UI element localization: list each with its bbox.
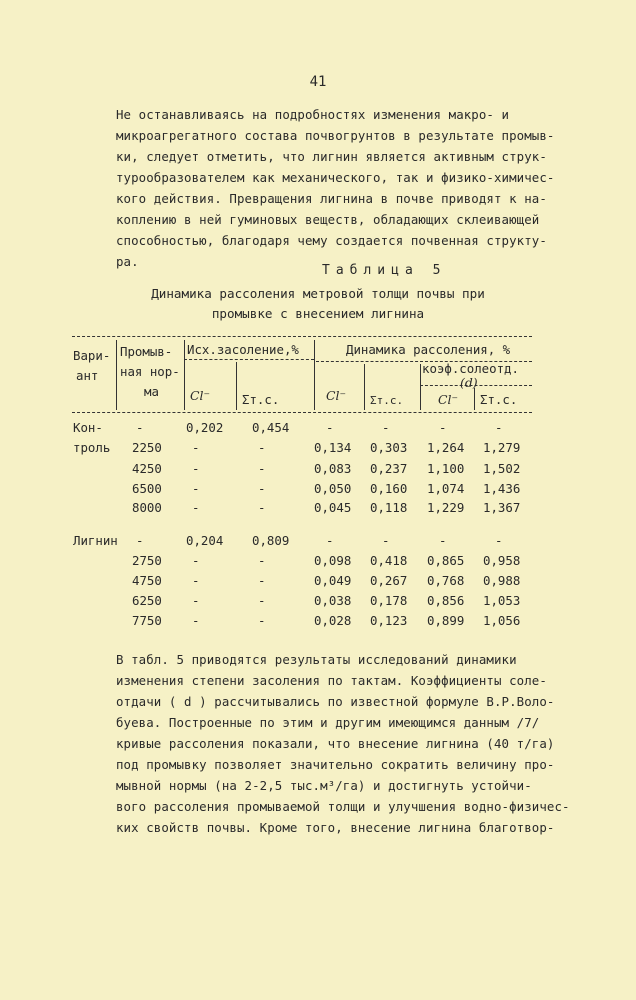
table-title-line: Динамика рассоления метровой толщи почвы при <box>151 286 485 301</box>
table-cell: 1,279 <box>483 440 521 455</box>
header-sum-ts: Σт.с. <box>370 394 404 407</box>
header-dynamics: Динамика рассоления, % <box>346 342 511 357</box>
table-cell: - <box>136 533 144 548</box>
table-cell: 0,303 <box>370 440 408 455</box>
table-cell: 0,098 <box>314 553 352 568</box>
table-cell: 0,988 <box>483 573 521 588</box>
table-cell: 0,768 <box>427 573 465 588</box>
table-cell: 0,049 <box>314 573 352 588</box>
text-line: ки, следует отметить, что лигнин является активным струк- <box>116 149 547 164</box>
table-cell: 0,045 <box>314 500 352 515</box>
table-cell: - <box>192 461 200 476</box>
paragraph-discussion <box>116 649 570 838</box>
header-variant: ант <box>76 368 99 383</box>
table-cell: 0,050 <box>314 481 352 496</box>
table-cell: - <box>192 481 200 496</box>
table-cell: 1,264 <box>427 440 465 455</box>
table-cell: - <box>258 613 266 628</box>
table-col-divider <box>474 388 475 410</box>
table-label: Таблица 5 <box>322 263 447 278</box>
header-sum-ts: Σт.с. <box>242 392 280 407</box>
table-cell: 0,267 <box>370 573 408 588</box>
table-cell: 4250 <box>132 461 162 476</box>
table-col-divider <box>184 340 185 410</box>
text-line: коплению в ней гуминовых веществ, обладающих склеивающей <box>116 212 540 227</box>
table-cell: 1,367 <box>483 500 521 515</box>
header-norm: ная нор- <box>120 364 180 379</box>
table-cell: 1,229 <box>427 500 465 515</box>
table-cell: 0,865 <box>427 553 465 568</box>
table-cell: - <box>495 420 503 435</box>
table-cell: 0,204 <box>186 533 224 548</box>
table-col-divider <box>314 340 315 410</box>
table-cell: 1,056 <box>483 613 521 628</box>
table-cell: 0,958 <box>483 553 521 568</box>
text-line: способностью, благодаря чему создается почвенная структу- <box>116 233 547 248</box>
text-line: отдачи ( d ) рассчитывались по известной формуле В.Р.Воло- <box>116 694 555 709</box>
table-cell: - <box>192 593 200 608</box>
variant-cell: Лигнин <box>73 533 118 548</box>
table-cell: 1,436 <box>483 481 521 496</box>
header-coef: коэф.солеотд. <box>422 361 519 376</box>
text-line: ких свойств почвы. Кроме того, внесение лигнина благотвор- <box>116 820 555 835</box>
table-cell: - <box>439 533 447 548</box>
header-initial-salinity: Исх.засоление,% <box>187 342 299 357</box>
table-cell: 0,038 <box>314 593 352 608</box>
table-cell: - <box>382 533 390 548</box>
text-line: ра. <box>116 254 139 269</box>
table-cell: 0,118 <box>370 500 408 515</box>
table-cell: 2750 <box>132 553 162 568</box>
text-line: под промывку позволяет значительно сократить величину про- <box>116 757 555 772</box>
table-cell: 1,053 <box>483 593 521 608</box>
table-cell: 0,134 <box>314 440 352 455</box>
table-cell: 8000 <box>132 500 162 515</box>
variant-cell: троль <box>73 440 111 455</box>
table-cell: - <box>258 553 266 568</box>
header-coef-symbol: (d) <box>460 375 478 390</box>
table-cell: 1,074 <box>427 481 465 496</box>
table-cell: 6250 <box>132 593 162 608</box>
page-number: 41 <box>309 74 327 90</box>
table-col-divider <box>116 340 117 410</box>
table-col-divider <box>420 364 421 410</box>
table-cell: 7750 <box>132 613 162 628</box>
table-cell: - <box>192 440 200 455</box>
table-cell: 0,418 <box>370 553 408 568</box>
table-col-divider <box>364 364 365 410</box>
table-cell: - <box>495 533 503 548</box>
table-cell: 1,502 <box>483 461 521 476</box>
table-cell: - <box>192 613 200 628</box>
table-cell: - <box>258 573 266 588</box>
header-norm: Промыв- <box>120 344 173 359</box>
table-title <box>0 284 636 324</box>
table-title-line: промывке с внесением лигнина <box>211 306 425 321</box>
table-cell: 0,202 <box>186 420 224 435</box>
table-cell: 4750 <box>132 573 162 588</box>
table-cell: 0,856 <box>427 593 465 608</box>
table-cell: 0,454 <box>252 420 290 435</box>
text-line: Не останавливаясь на подробностях изменения макро- и <box>116 107 510 122</box>
header-norm: ма <box>144 384 159 399</box>
text-line: В табл. 5 приводятся результаты исследований динамики <box>116 652 517 667</box>
table-cell: - <box>326 533 334 548</box>
table-cell: - <box>258 461 266 476</box>
header-cl: Cl⁻ <box>438 392 458 407</box>
paragraph-intro <box>116 104 554 272</box>
table-cell: - <box>192 553 200 568</box>
table-cell: - <box>439 420 447 435</box>
table-cell: - <box>258 481 266 496</box>
text-line: турообразователем как механического, так и физико-химичес- <box>116 170 555 185</box>
header-variant: Вари- <box>73 348 111 363</box>
table-subheader-rule <box>184 359 314 360</box>
table-cell: 0,178 <box>370 593 408 608</box>
text-line: кривые рассоления показали, что внесение лигнина (40 т/га) <box>116 736 555 751</box>
table-top-rule <box>72 336 532 337</box>
text-line: буева. Построенные по этим и другим имеющимся данным /7/ <box>116 715 540 730</box>
table-header-bottom-rule <box>72 412 532 413</box>
table-cell: 0,899 <box>427 613 465 628</box>
table-cell: 0,809 <box>252 533 290 548</box>
header-cl: Cl⁻ <box>326 388 346 403</box>
text-line: кого действия. Превращения лигнина в почве приводят к на- <box>116 191 547 206</box>
text-line: вого рассоления промываемой толщи и улучшения водно-физичес- <box>116 799 570 814</box>
table-cell: - <box>258 500 266 515</box>
text-line: изменения степени засоления по тактам. Коэффициенты соле- <box>116 673 547 688</box>
table-cell: - <box>192 500 200 515</box>
table-cell: 0,237 <box>370 461 408 476</box>
variant-cell: Кон- <box>73 420 103 435</box>
text-line: микроагрегатного состава почвогрунтов в результате промыв- <box>116 128 555 143</box>
table-cell: 1,100 <box>427 461 465 476</box>
table-cell: - <box>258 593 266 608</box>
table-cell: 6500 <box>132 481 162 496</box>
table-cell: - <box>382 420 390 435</box>
table-col-divider <box>236 362 237 410</box>
header-cl: Cl⁻ <box>190 388 210 403</box>
table-cell: 2250 <box>132 440 162 455</box>
table-cell: - <box>258 440 266 455</box>
table-cell: 0,123 <box>370 613 408 628</box>
table-cell: - <box>136 420 144 435</box>
table-cell: 0,083 <box>314 461 352 476</box>
header-sum-ts: Σт.с. <box>480 392 518 407</box>
table-cell: 0,028 <box>314 613 352 628</box>
text-line: мывной нормы (на 2-2,5 тыс.м³/га) и достигнуть устойчи- <box>116 778 532 793</box>
table-cell: - <box>192 573 200 588</box>
table-cell: 0,160 <box>370 481 408 496</box>
table-cell: - <box>326 420 334 435</box>
